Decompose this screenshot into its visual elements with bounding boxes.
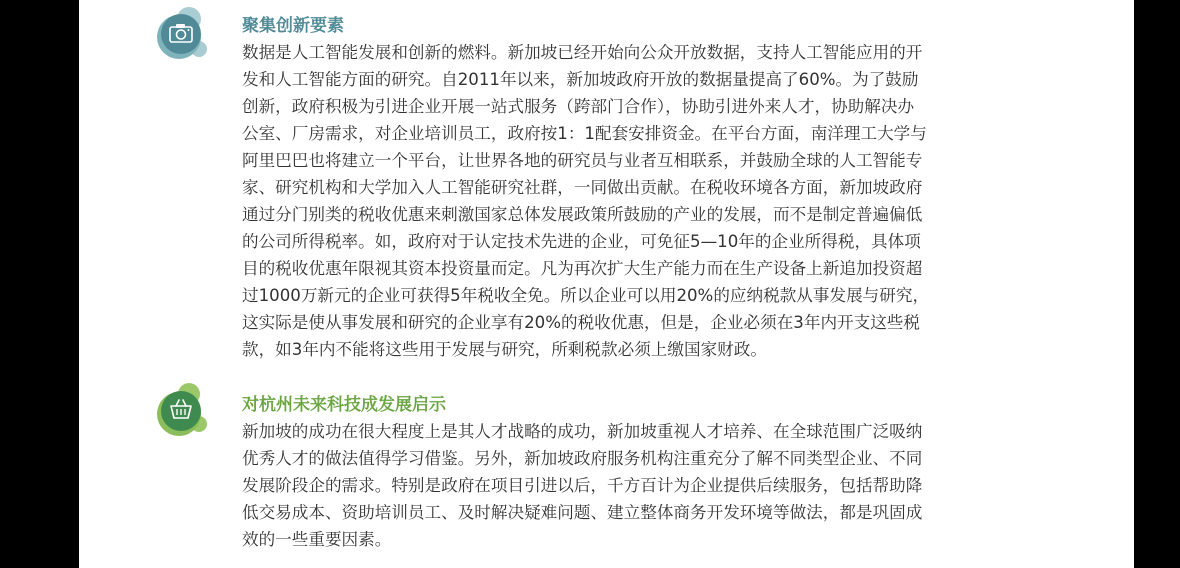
section-body xyxy=(242,39,1027,363)
section-heading: 对杭州未来科技成发展启示 xyxy=(242,395,446,415)
text-line: 发展阶段企的需求。特别是政府在项目引进以后，千方百计为企业提供后续服务，包括帮助降 xyxy=(242,476,923,495)
text-line: 优秀人才的做法值得学习借鉴。另外，新加坡政府服务机构注重充分了解不同类型企业、不同 xyxy=(242,449,923,468)
section-body xyxy=(242,418,1027,553)
text-line: 低交易成本、资助培训员工、及时解决疑难问题、建立整体商务开发环境等做法，都是巩固成 xyxy=(242,503,923,522)
document-page xyxy=(79,0,1134,568)
text-line: 的公司所得税率。如，政府对于认定技术先进的企业，可免征5—10年的企业所得税，具体项 xyxy=(242,232,921,251)
text-line: 家、研究机构和大学加入人工智能研究社群，一同做出贡献。在税收环境各方面，新加坡政府 xyxy=(242,178,923,197)
text-line: 阿里巴巴也将建立一个平台，让世界各地的研究员与业者互相联系，并鼓励全球的人工智能专 xyxy=(242,151,923,170)
text-line: 新加坡的成功在很大程度上是其人才战略的成功，新加坡重视人才培养、在全球范围广泛吸纳 xyxy=(242,422,923,441)
text-line: 过1000万新元的企业可获得5年税收全免。所以企业可以用20%的应纳税款从事发展与研究， xyxy=(242,286,930,305)
text-line: 目的税收优惠年限视其资本投资量而定。凡为再次扩大生产能力而在生产设备上新追加投资超 xyxy=(242,259,923,278)
text-line: 公室、厂房需求，对企业培训员工，政府按1：1配套安排资金。在平台方面，南洋理工大学与 xyxy=(242,124,927,143)
section-heading: 聚集创新要素 xyxy=(242,16,344,36)
text-line: 款，如3年内不能将这些用于发展与研究，所剩税款必须上缴国家财政。 xyxy=(242,340,767,359)
text-line: 这实际是使从事发展和研究的企业享有20%的税收优惠，但是，企业必须在3年内开支这些税 xyxy=(242,313,920,332)
text-line: 创新，政府积极为引进企业开展一站式服务（跨部门合作），协助引进外来人才，协助解决办 xyxy=(242,97,915,116)
text-line: 通过分门别类的税收优惠来刺激国家总体发展政策所鼓励的产业的发展，而不是制定普遍偏低 xyxy=(242,205,923,224)
text-line: 数据是人工智能发展和创新的燃料。新加坡已经开始向公众开放数据，支持人工智能应用的开 xyxy=(242,43,923,62)
camera-icon xyxy=(151,5,215,69)
text-line: 效的一些重要因素。 xyxy=(242,530,392,549)
text-line: 发和人工智能方面的研究。自2011年以来，新加坡政府开放的数据量提高了60%。为了鼓励 xyxy=(242,70,919,89)
shopping-basket-icon xyxy=(151,382,215,446)
